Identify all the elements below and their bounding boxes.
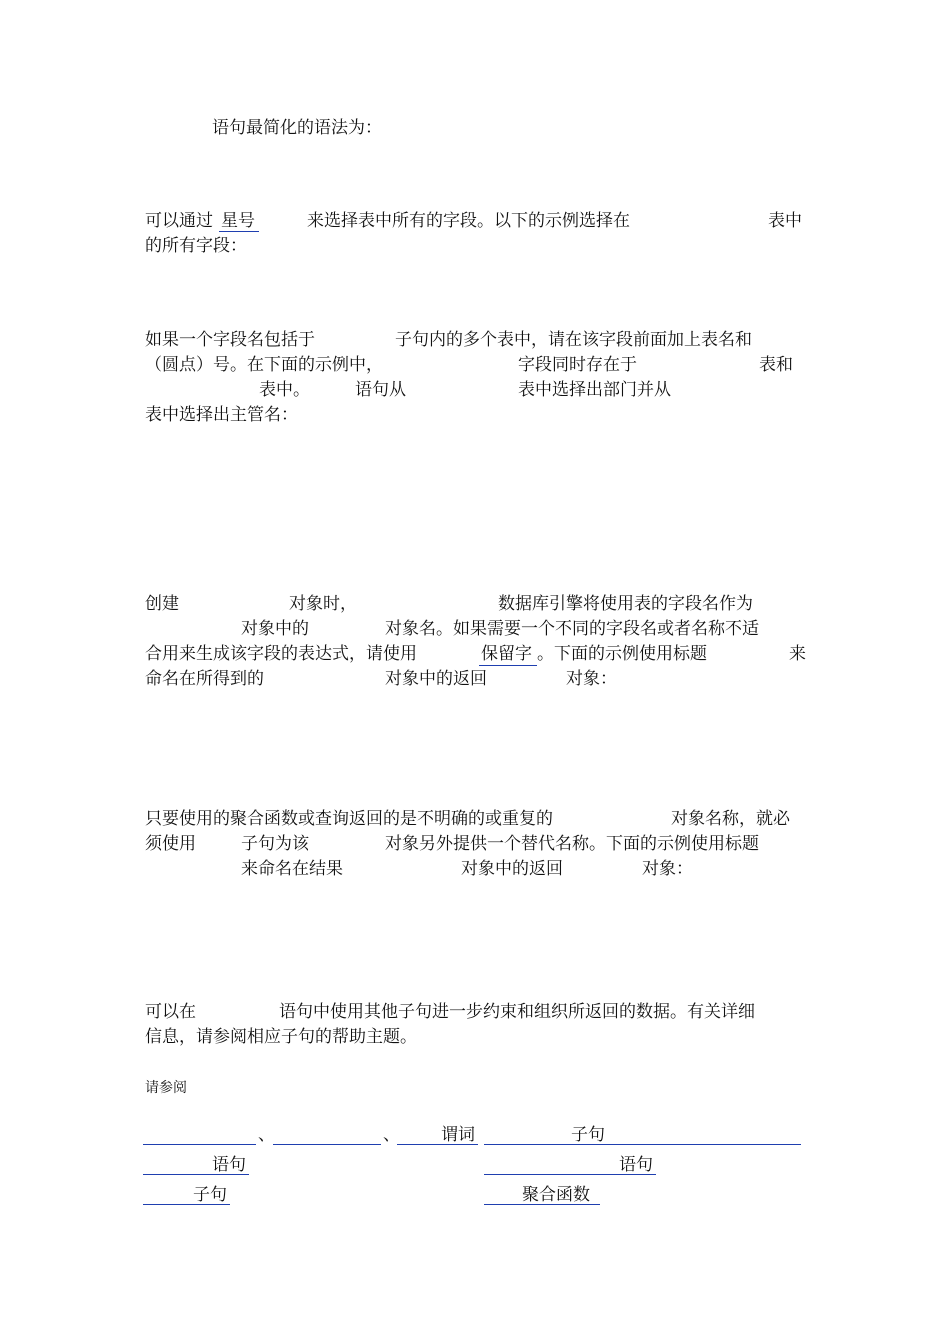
text-run: 对象中的 — [241, 619, 309, 639]
see-also-heading: 请参阅 — [145, 1080, 187, 1096]
text-run: 对象： — [566, 669, 617, 689]
link-star-underline — [219, 231, 259, 232]
separator: 、 — [258, 1125, 275, 1145]
see-also-link-2-underline[interactable] — [273, 1144, 381, 1145]
text-run: 语句从 — [355, 380, 406, 400]
link-clause-2[interactable]: 子句 — [193, 1185, 227, 1205]
link-aggregate[interactable]: 聚合函数 — [522, 1185, 590, 1205]
text-run: 对象名称，就必 — [671, 809, 790, 829]
link-statement-2[interactable]: 语句 — [619, 1155, 653, 1175]
text-run: （圆点）号。在下面的示例中， — [145, 355, 383, 375]
text-run: 如果一个字段名包括于 — [145, 330, 315, 350]
text-run: 子句为该 — [241, 834, 309, 854]
text-run: 可以在 — [145, 1002, 196, 1022]
link-clause-1[interactable]: 子句 — [571, 1125, 605, 1145]
text-run: 创建 — [145, 594, 179, 614]
text-run: 对象时， — [289, 594, 357, 614]
text-run: 表中。 — [259, 380, 310, 400]
link-statement-1[interactable]: 语句 — [212, 1155, 246, 1175]
link-clause-2-underline — [143, 1204, 230, 1205]
text-run: 对象另外提供一个替代名称。下面的示例使用标题 — [385, 834, 759, 854]
text-run: 语句中使用其他子句进一步约束和组织所返回的数据。有关详细 — [279, 1002, 755, 1022]
link-reserved-word-underline — [479, 665, 537, 666]
separator: 、 — [383, 1125, 400, 1145]
text-run: 可以通过 — [145, 211, 213, 231]
text-run: 子句内的多个表中，请在该字段前面加上表名和 — [395, 330, 752, 350]
link-reserved-word[interactable]: 保留字 — [481, 644, 532, 664]
syntax-label: 语句最简化的语法为： — [212, 118, 382, 138]
text-run: 的所有字段： — [145, 236, 247, 256]
text-run: 。下面的示例使用标题 — [537, 644, 707, 664]
text-run: 表中选择出部门并从 — [518, 380, 671, 400]
link-statement-1-underline — [143, 1174, 249, 1175]
text-run: 数据库引擎将使用表的字段名作为 — [498, 594, 753, 614]
text-run: 须使用 — [145, 834, 196, 854]
see-also-link-1-underline[interactable] — [143, 1144, 256, 1145]
text-run: 表和 — [759, 355, 793, 375]
link-clause-1-underline — [484, 1144, 801, 1145]
text-run: 对象： — [642, 859, 693, 879]
text-run: 只要使用的聚合函数或查询返回的是不明确的或重复的 — [145, 809, 553, 829]
text-run: 来选择表中所有的字段。以下的示例选择在 — [307, 211, 630, 231]
link-statement-2-underline — [484, 1174, 656, 1175]
text-run: 命名在所得到的 — [145, 669, 264, 689]
text-run: 表中选择出主管名： — [145, 405, 298, 425]
text-run: 信息，请参阅相应子句的帮助主题。 — [145, 1027, 417, 1047]
text-run: 表中 — [768, 211, 802, 231]
link-aggregate-underline — [484, 1204, 600, 1205]
text-run: 字段同时存在于 — [518, 355, 637, 375]
text-run: 来 — [789, 644, 806, 664]
text-run: 对象名。如果需要一个不同的字段名或者名称不适 — [385, 619, 759, 639]
link-star[interactable]: 星号 — [221, 211, 255, 231]
text-run: 合用来生成该字段的表达式，请使用 — [145, 644, 417, 664]
link-predicate[interactable]: 谓词 — [441, 1125, 475, 1145]
text-run: 对象中的返回 — [385, 669, 487, 689]
text-run: 来命名在结果 — [241, 859, 343, 879]
link-predicate-underline — [397, 1144, 478, 1145]
text-run: 对象中的返回 — [461, 859, 563, 879]
